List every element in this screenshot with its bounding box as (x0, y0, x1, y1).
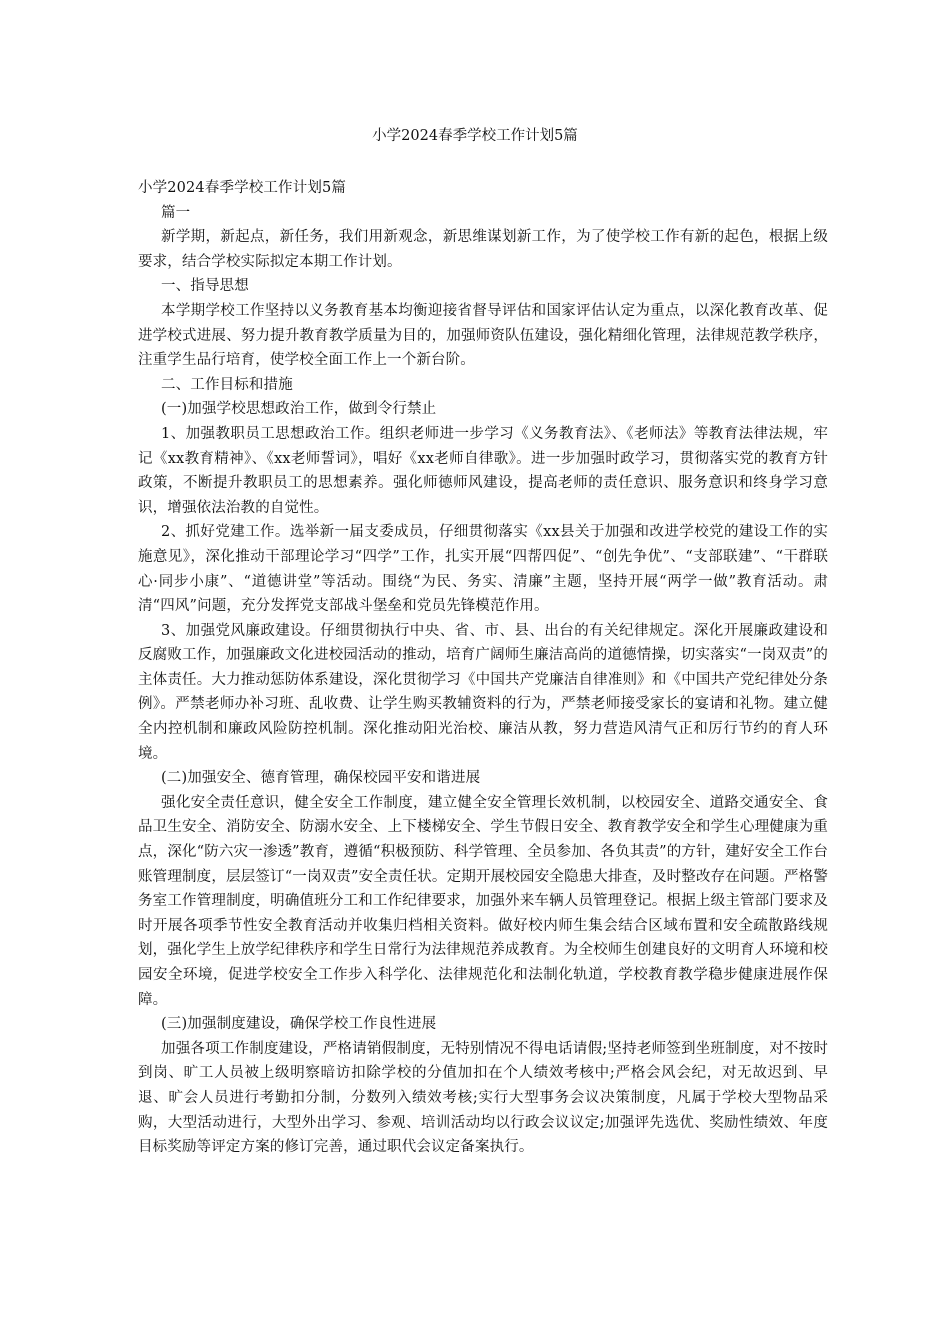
document-body (138, 176, 828, 1160)
body-paragraph: 本学期学校工作坚持以义务教育基本均衡迎接省督导评估和国家评估认定为重点，以深化教育改革、促进学校式进展、努力提升教育教学质量为目的，加强师资队伍建设，强化精细化管理，法律规范教学秩序，注重学生品行培育，使学校全面工作上一个新台阶。 (138, 302, 828, 369)
body-paragraph: (二)加强安全、德育管理，确保校园平安和谐进展 (161, 770, 481, 787)
body-paragraph: 篇一 (161, 204, 191, 221)
body-paragraph: 强化安全责任意识，健全安全工作制度，建立健全安全管理长效机制，以校园安全、道路交通安全、食品卫生安全、消防安全、防溺水安全、上下楼梯安全、学生节假日安全、教育教学安全和学生心理健康为重点，深化“防六灾一渗透”教育，遵循“积极预防、科学管理、全员参加、各负其责”的方针，建好安全工作台账管理制度，层层签订“一岗双责”安全责任状。定期开展校园安全隐患大排查，及时整改存在问题。严格警务室工作管理制度，明确值班分工和工作纪律要求，加强外来车辆人员管理登记。根据上级主管部门要求及时开展各项季节性安全教育活动并收集归档相关资料。做好校内师生集会结合区域布置和安全疏散路线规划，强化学生上放学纪律秩序和学生日常行为法律规范养成教育。为全校师生创建良好的文明育人环境和校园安全环境，促进学校安全工作步入科学化、法律规范化和法制化轨道，学校教育教学稳步健康进展作保障。 (138, 794, 828, 1008)
body-paragraph: 2、抓好党建工作。选举新一届支委成员，仔细贯彻落实《xx县关于加强和改进学校党的建设工作的实施意见》，深化推动干部理论学习“四学”工作，扎实开展“四帮四促”、“创先争优”、“支部联建”、“干群联心·同步小康”、“道德讲堂”等活动。围绕“为民、务实、清廉”主题，坚持开展“两学一做”教育活动。肃清“四风”问题，充分发挥党支部战斗堡垒和党员先锋模范作用。 (138, 524, 828, 615)
body-paragraph: (三)加强制度建设，确保学校工作良性进展 (161, 1016, 437, 1033)
body-paragraph: 3、加强党风廉政建设。仔细贯彻执行中央、省、市、县、出台的有关纪律规定。深化开展廉政建设和反腐败工作，加强廉政文化进校园活动的推动，培育广阔师生廉洁高尚的道德情操，切实落实“一岗双责”的主体责任。大力推动惩防体系建设，深化贯彻学习《中国共产党廉洁自律准则》和《中国共产党纪律处分条例》。严禁老师办补习班、乱收费、让学生购买教辅资料的行为，严禁老师接受家长的宴请和礼物。建立健全内控机制和廉政风险防控机制。深化推动阳光治校、廉洁从教，努力营造风清气正和厉行节约的育人环境。 (138, 622, 828, 762)
body-paragraph: 1、加强教职员工思想政治工作。组织老师进一步学习《义务教育法》、《老师法》等教育法律法规，牢记《xx教育精神》、《xx老师誓词》，唱好《xx老师自律歌》。进一步加强时政学习，贯彻落实党的教育方针政策，不断提升教职员工的思想素养。强化师德师风建设，提高老师的责任意识、服务意识和终身学习意识，增强依法治教的自觉性。 (138, 425, 828, 516)
document-title: 小学2024春季学校工作计划5篇 (372, 128, 578, 144)
body-paragraph: 一、指导思想 (161, 278, 249, 295)
body-paragraph: 加强各项工作制度建设，严格请销假制度，无特别情况不得电话请假;坚持老师签到坐班制度，对不按时到岗、旷工人员被上级明察暗访扣除学校的分值加扣在个人绩效考核中;严格会风会纪，对无故迟到、早退、旷会人员进行考勤扣分制，分数列入绩效考核;实行大型事务会议决策制度，凡属于学校大型物品采购，大型活动进行，大型外出学习、参观、培训活动均以行政会议议定;加强评先选优、奖励性绩效、年度目标奖励等评定方案的修订完善，通过职代会议定备案执行。 (138, 1040, 828, 1156)
body-paragraph: 新学期，新起点，新任务，我们用新观念，新思维谋划新工作，为了使学校工作有新的起色，根据上级要求，结合学校实际拟定本期工作计划。 (138, 229, 828, 270)
body-paragraph: (一)加强学校思想政治工作，做到令行禁止 (161, 401, 437, 418)
body-paragraph: 二、工作目标和措施 (161, 376, 293, 393)
body-paragraph: 小学2024春季学校工作计划5篇 (138, 180, 347, 196)
